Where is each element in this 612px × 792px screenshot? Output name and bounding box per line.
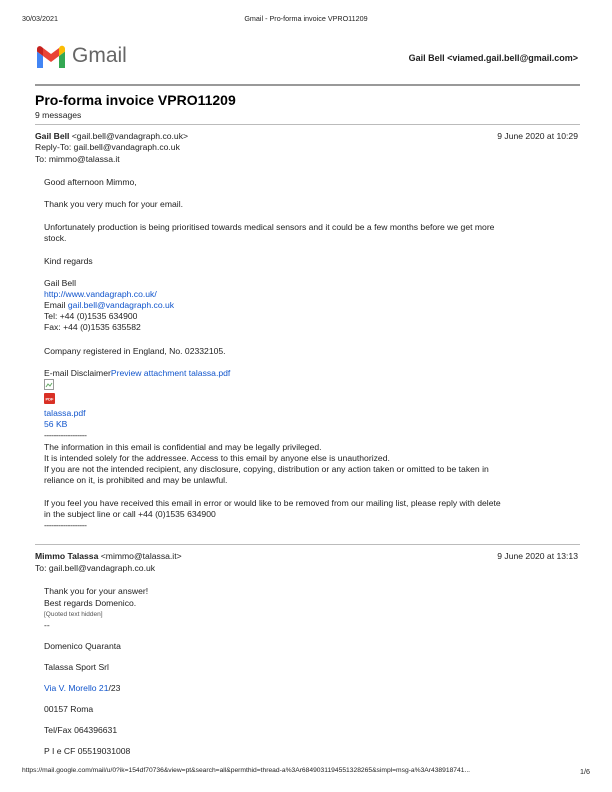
address-rest: /23 xyxy=(108,683,121,693)
msg1-separator: ------------------ xyxy=(44,430,87,440)
msg1-regards: Kind regards xyxy=(44,256,93,266)
msg1-sender-email: <gail.bell@vandagraph.co.uk> xyxy=(71,131,189,141)
page-number: 1/6 xyxy=(580,767,590,776)
msg1-separator-2: ------------------ xyxy=(44,520,87,530)
msg1-disclaimer-3: If you are not the intended recipient, any disclosure, copying, distribution or any action taken or omitted to be taken in xyxy=(44,464,489,474)
msg1-body-line2: stock. xyxy=(44,233,67,243)
quoted-text-hidden[interactable]: [Quoted text hidden] xyxy=(44,611,103,618)
msg1-company: Company registered in England, No. 02332105. xyxy=(44,346,226,356)
footer-url: https://mail.google.com/mail/u/0?ik=154df70736&view=pt&search=all&permthid=thread-a%3Ar6849031194551328265&simpl=msg-a%3Ar438918741... xyxy=(22,767,471,774)
print-title: Gmail - Pro-forma invoice VPRO11209 xyxy=(244,14,368,23)
msg2-dashes: -- xyxy=(44,620,50,630)
msg1-disclaimer-4: reliance on it, is prohibited and may be unlawful. xyxy=(44,475,228,485)
msg1-sig-email-label: Email xyxy=(44,300,68,310)
msg2-to: To: gail.bell@vandagraph.co.uk xyxy=(35,563,156,573)
msg2-sender-email: <mimmo@talassa.it> xyxy=(100,551,182,561)
msg1-sig-email-link[interactable]: gail.bell@vandagraph.co.uk xyxy=(67,300,175,310)
msg1-disclaimer-6: in the subject line or call +44 (0)1535 634900 xyxy=(44,509,216,519)
msg2-date: 9 June 2020 at 13:13 xyxy=(497,551,578,561)
pdf-icon[interactable] xyxy=(44,393,55,404)
message-count: 9 messages xyxy=(35,110,82,120)
address-link[interactable]: Via V. Morello 21 xyxy=(44,683,109,693)
msg2-from xyxy=(35,551,182,561)
msg1-reply-to: Reply-To: gail.bell@vandagraph.co.uk xyxy=(35,142,180,152)
msg1-disclaimer-label: E-mail Disclaimer xyxy=(44,368,111,378)
message-divider xyxy=(35,544,580,545)
msg2-piva: P I e CF 05519031008 xyxy=(44,746,131,756)
subject-divider xyxy=(35,124,580,125)
msg2-regards: Best regards Domenico. xyxy=(44,598,137,608)
msg1-sig-fax: Fax: +44 (0)1535 635582 xyxy=(44,322,141,332)
msg1-sig-email-line xyxy=(44,300,174,310)
gmail-logo[interactable] xyxy=(35,44,67,70)
msg2-company: Talassa Sport Srl xyxy=(44,662,109,672)
msg2-thanks: Thank you for your answer! xyxy=(44,586,149,596)
msg1-greeting: Good afternoon Mimmo, xyxy=(44,177,137,187)
attachment-name-link[interactable]: talassa.pdf xyxy=(44,408,86,418)
msg1-disclaimer-1: The information in this email is confidential and may be legally privileged. xyxy=(44,442,322,452)
msg1-disclaimer-2: It is intended solely for the addressee. Access to this email by anyone else is unauthorized. xyxy=(44,453,390,463)
svg-text:PDF: PDF xyxy=(45,396,54,402)
msg1-from xyxy=(35,131,188,141)
gmail-m-icon xyxy=(35,44,67,68)
attachment-size[interactable]: 56 KB xyxy=(44,419,68,429)
broken-image-icon xyxy=(44,379,54,390)
thread-subject: Pro-forma invoice VPRO11209 xyxy=(35,92,236,108)
msg2-sender-name: Mimmo Talassa xyxy=(35,551,99,561)
msg1-to: To: mimmo@talassa.it xyxy=(35,154,120,164)
msg1-sig-url-link[interactable]: http://www.vandagraph.co.uk/ xyxy=(44,289,157,299)
header-divider xyxy=(35,84,580,86)
msg1-sig-tel: Tel: +44 (0)1535 634900 xyxy=(44,311,138,321)
msg1-date: 9 June 2020 at 10:29 xyxy=(497,131,578,141)
msg1-disclaimer-line xyxy=(44,368,230,378)
account-info: Gail Bell <viamed.gail.bell@gmail.com> xyxy=(408,53,578,63)
msg1-body-line1: Unfortunately production is being prioritised towards medical sensors and it could be a few months before we get more xyxy=(44,222,495,232)
msg1-sender-name: Gail Bell xyxy=(35,131,70,141)
msg2-address-line xyxy=(44,683,120,693)
preview-attachment-link[interactable]: Preview attachment talassa.pdf xyxy=(110,368,231,378)
print-date: 30/03/2021 xyxy=(22,14,58,23)
gmail-logo-text: Gmail xyxy=(72,44,127,67)
msg2-tel: Tel/Fax 064396631 xyxy=(44,725,118,735)
msg2-name: Domenico Quaranta xyxy=(44,641,121,651)
msg1-thanks: Thank you very much for your email. xyxy=(44,199,183,209)
msg2-city: 00157 Roma xyxy=(44,704,94,714)
msg1-disclaimer-5: If you feel you have received this email in error or would like to be removed from our mailing list, please reply with delete xyxy=(44,498,501,508)
msg1-sig-name: Gail Bell xyxy=(44,278,76,288)
